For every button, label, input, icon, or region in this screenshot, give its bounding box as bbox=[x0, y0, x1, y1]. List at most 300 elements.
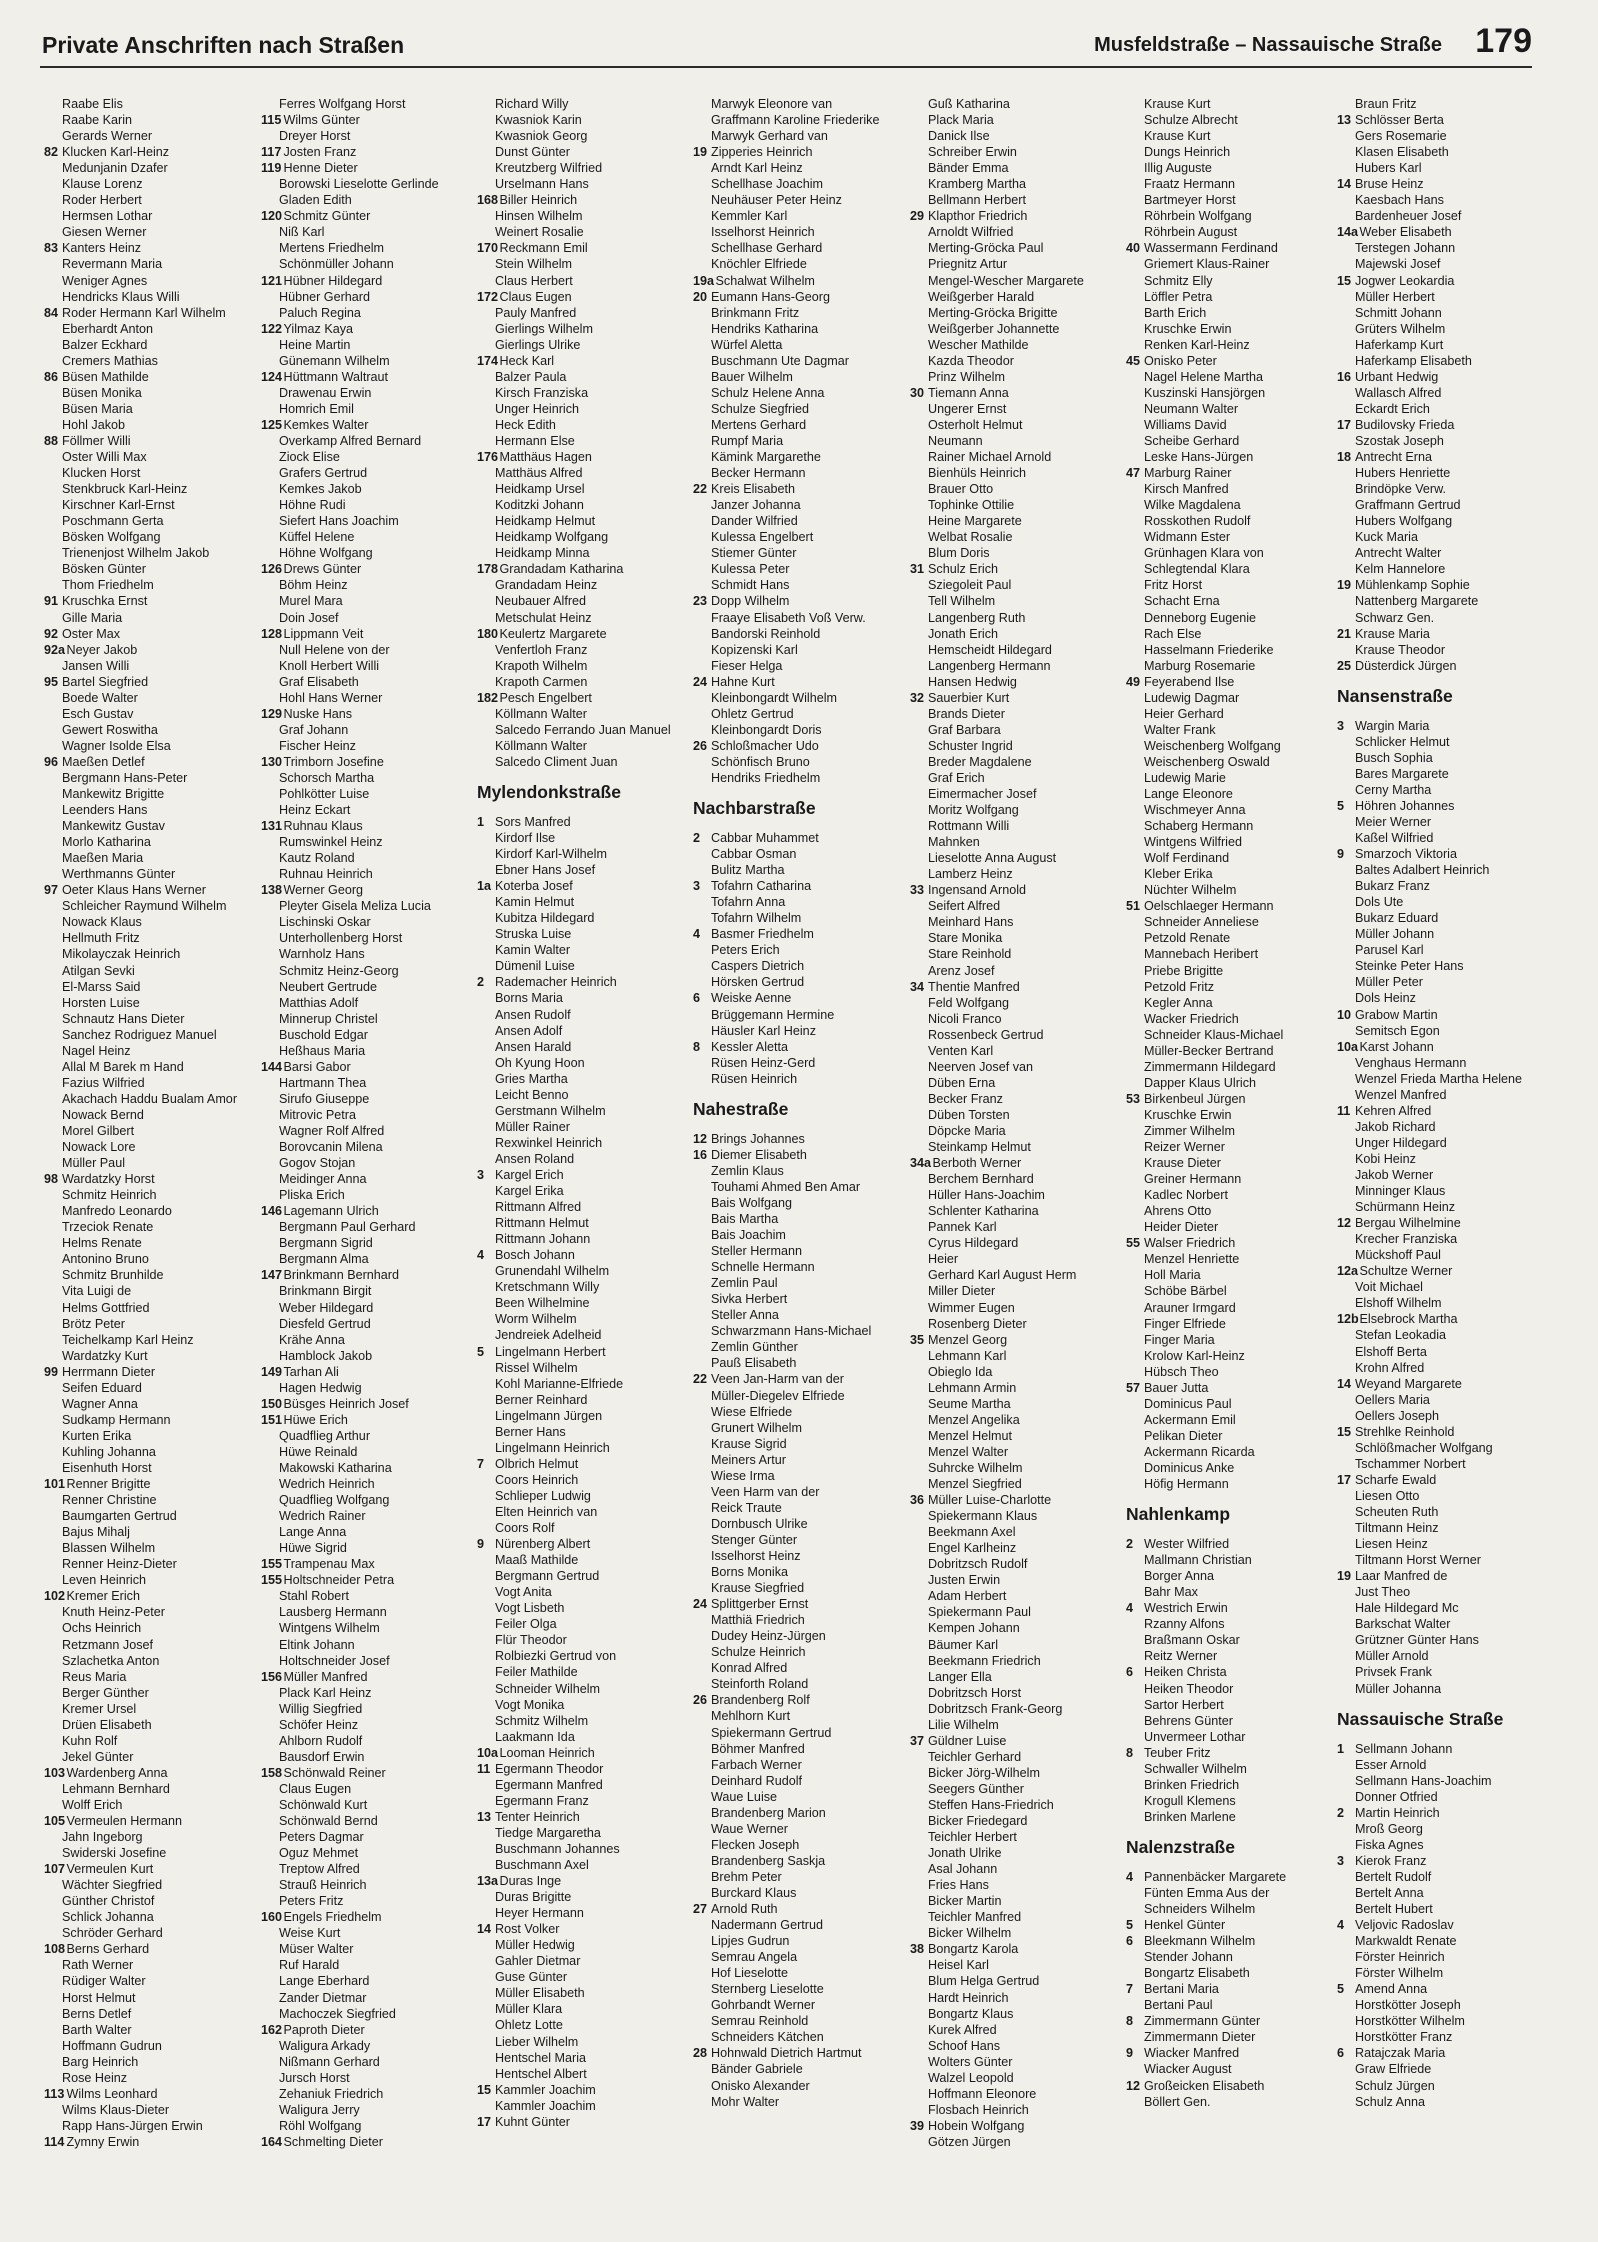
address-entry bbox=[1337, 1440, 1547, 1456]
address-entry bbox=[1337, 1757, 1547, 1773]
address-entry bbox=[261, 995, 471, 1011]
house-number bbox=[44, 256, 62, 272]
house-number bbox=[1126, 1460, 1144, 1476]
address-entry bbox=[1126, 2061, 1336, 2077]
resident-name: Hobein Wolfgang bbox=[928, 2118, 1025, 2133]
resident-name: Zander Dietmar bbox=[279, 1990, 367, 2005]
address-entry bbox=[1337, 1520, 1547, 1536]
resident-name: Schleicher Raymund Wilhelm bbox=[62, 899, 227, 914]
resident-name: Wagner Rolf Alfred bbox=[279, 1124, 385, 1138]
address-entry bbox=[477, 128, 687, 144]
address-entry bbox=[477, 305, 687, 321]
resident-name: Kessler Aletta bbox=[711, 1039, 789, 1054]
house-number bbox=[1337, 1885, 1355, 1901]
address-entry bbox=[1337, 1424, 1547, 1440]
resident-name: Müller Manfred bbox=[283, 1669, 368, 1684]
address-entry bbox=[1337, 1584, 1547, 1600]
address-entry bbox=[1337, 642, 1547, 658]
address-entry bbox=[693, 658, 903, 674]
house-number bbox=[1126, 2029, 1144, 2045]
resident-name: Vermeulen Hermann bbox=[66, 1814, 183, 1829]
house-number bbox=[261, 1011, 279, 1027]
resident-name: El-Marss Said bbox=[62, 979, 141, 994]
address-entry bbox=[477, 1504, 687, 1520]
resident-name: Leven Heinrich bbox=[62, 1573, 147, 1588]
house-number bbox=[1337, 1681, 1355, 1697]
resident-name: Schönwald Kurt bbox=[279, 1797, 368, 1812]
house-number bbox=[1337, 1247, 1355, 1263]
address-entry bbox=[477, 1344, 687, 1360]
house-number bbox=[477, 738, 495, 754]
address-entry bbox=[1337, 1773, 1547, 1789]
house-number bbox=[693, 1307, 711, 1323]
address-entry bbox=[1337, 577, 1547, 593]
address-entry bbox=[261, 1396, 471, 1412]
address-entry bbox=[477, 1664, 687, 1680]
house-number bbox=[477, 1552, 495, 1568]
address-entry bbox=[44, 449, 254, 465]
resident-name: Maeßen Maria bbox=[62, 851, 144, 866]
house-number bbox=[1337, 974, 1355, 990]
address-entry bbox=[261, 898, 471, 914]
address-entry bbox=[1126, 240, 1336, 256]
resident-name: Hohl Jakob bbox=[62, 417, 126, 432]
resident-name: Pelikan Dieter bbox=[1144, 1428, 1223, 1443]
house-number bbox=[693, 2013, 711, 2029]
resident-name: Sudkamp Hermann bbox=[62, 1412, 171, 1427]
address-entry bbox=[1126, 1600, 1336, 1616]
house-number: 53 bbox=[1126, 1091, 1141, 1106]
address-entry bbox=[477, 1167, 687, 1183]
house-number bbox=[44, 1717, 62, 1733]
resident-name: Trzeciok Renate bbox=[62, 1220, 154, 1235]
resident-name: Wester Wilfried bbox=[1144, 1537, 1230, 1552]
house-number bbox=[693, 497, 711, 513]
address-entry bbox=[477, 1279, 687, 1295]
house-number bbox=[1126, 160, 1144, 176]
address-entry bbox=[693, 192, 903, 208]
resident-name: Hartmann Thea bbox=[279, 1075, 367, 1090]
address-entry bbox=[261, 128, 471, 144]
address-entry bbox=[910, 1155, 1120, 1171]
address-entry bbox=[1126, 545, 1336, 561]
resident-name: Brötz Peter bbox=[62, 1316, 125, 1331]
house-number bbox=[44, 385, 62, 401]
house-number bbox=[1337, 529, 1355, 545]
resident-name: Menzel Siegfried bbox=[928, 1477, 1022, 1492]
house-number: 97 bbox=[44, 883, 59, 898]
resident-name: Touhami Ahmed Ben Amar bbox=[711, 1179, 861, 1194]
resident-name: Schmitz Günter bbox=[283, 209, 371, 224]
house-number bbox=[1126, 385, 1144, 401]
resident-name: Hüller Hans-Joachim bbox=[928, 1188, 1045, 1203]
resident-name: Bicker Martin bbox=[928, 1894, 1002, 1909]
resident-name: Kleinbongardt Doris bbox=[711, 722, 822, 737]
resident-name: Steinkamp Helmut bbox=[928, 1140, 1031, 1155]
resident-name: Müller Peter bbox=[1355, 975, 1423, 990]
resident-name: Bertani Paul bbox=[1144, 1998, 1213, 2013]
resident-name: Tiltmann Horst Werner bbox=[1355, 1553, 1481, 1568]
address-entry bbox=[477, 96, 687, 112]
resident-name: Trampenau Max bbox=[283, 1557, 375, 1572]
address-entry bbox=[44, 465, 254, 481]
address-entry bbox=[693, 1388, 903, 1404]
house-number bbox=[44, 850, 62, 866]
resident-name: Wilms Leonhard bbox=[66, 2086, 158, 2101]
resident-name: Renner Christine bbox=[62, 1493, 157, 1508]
house-number bbox=[693, 96, 711, 112]
address-entry bbox=[1337, 144, 1547, 160]
resident-name: Ohletz Lotte bbox=[495, 2018, 563, 2033]
address-entry bbox=[910, 2134, 1120, 2150]
resident-name: Elshoff Wilhelm bbox=[1355, 1296, 1442, 1311]
resident-name: Ebner Hans Josef bbox=[495, 863, 596, 878]
house-number: 3 bbox=[477, 1168, 485, 1182]
address-entry bbox=[693, 305, 903, 321]
house-number bbox=[1126, 1444, 1144, 1460]
address-entry bbox=[910, 1765, 1120, 1781]
resident-name: Matthäus Hagen bbox=[499, 450, 592, 465]
house-number bbox=[261, 128, 279, 144]
house-number bbox=[44, 930, 62, 946]
address-column-3 bbox=[477, 96, 687, 2130]
resident-name: Mankewitz Brigitte bbox=[62, 787, 165, 802]
address-entry bbox=[1126, 353, 1336, 369]
address-entry bbox=[261, 1316, 471, 1332]
resident-name: Kruschke Erwin bbox=[1144, 321, 1232, 336]
address-entry bbox=[477, 529, 687, 545]
address-entry bbox=[1337, 974, 1547, 990]
resident-name: Venfertloh Franz bbox=[495, 642, 588, 657]
resident-name: Kirschner Karl-Ernst bbox=[62, 498, 175, 513]
address-entry bbox=[1126, 786, 1336, 802]
address-entry bbox=[1337, 1805, 1547, 1821]
house-number bbox=[1337, 433, 1355, 449]
address-entry bbox=[910, 2022, 1120, 2038]
house-number bbox=[1126, 481, 1144, 497]
house-number bbox=[910, 1011, 928, 1027]
street-heading: Nachbarstraße bbox=[693, 798, 816, 819]
house-number bbox=[44, 160, 62, 176]
resident-name: Schreiber Erwin bbox=[928, 145, 1017, 160]
address-entry bbox=[44, 1075, 254, 1091]
house-number bbox=[261, 1476, 279, 1492]
address-entry bbox=[44, 2102, 254, 2118]
address-entry bbox=[1126, 1793, 1336, 1809]
house-number bbox=[910, 1203, 928, 1219]
house-number bbox=[693, 1484, 711, 1500]
resident-name: Sauerbier Kurt bbox=[928, 690, 1010, 705]
resident-name: Rexwinkel Heinrich bbox=[495, 1135, 603, 1150]
house-number bbox=[1126, 192, 1144, 208]
resident-name: Liesen Otto bbox=[1355, 1488, 1420, 1503]
house-number bbox=[261, 1685, 279, 1701]
house-number bbox=[1126, 1901, 1144, 1917]
address-entry bbox=[477, 1761, 687, 1777]
address-entry bbox=[1337, 1103, 1547, 1119]
resident-name: Heier Gerhard bbox=[1144, 706, 1224, 721]
resident-name: Arenz Josef bbox=[928, 963, 995, 978]
resident-name: Bergmann Gertrud bbox=[495, 1569, 600, 1584]
address-entry bbox=[1337, 1853, 1547, 1869]
resident-name: Thom Friedhelm bbox=[62, 578, 154, 593]
house-number bbox=[261, 96, 279, 112]
house-number bbox=[477, 1440, 495, 1456]
house-number bbox=[477, 1969, 495, 1985]
address-entry bbox=[693, 958, 903, 974]
address-entry bbox=[261, 1893, 471, 1909]
resident-name: Merting-Gröcka Brigitte bbox=[928, 305, 1058, 320]
address-entry bbox=[44, 930, 254, 946]
address-column-2 bbox=[261, 96, 471, 2150]
resident-name: Unger Hildegard bbox=[1355, 1135, 1447, 1150]
resident-name: Weiske Aenne bbox=[711, 991, 792, 1006]
resident-name: Großeicken Elisabeth bbox=[1144, 2078, 1265, 2093]
resident-name: Sziegoleit Paul bbox=[928, 578, 1012, 593]
house-number bbox=[261, 1300, 279, 1316]
address-entry bbox=[910, 1332, 1120, 1348]
resident-name: Brings Johannes bbox=[711, 1131, 805, 1146]
resident-name: Ziock Elise bbox=[279, 450, 340, 465]
address-entry bbox=[1337, 1344, 1547, 1360]
house-number bbox=[1126, 770, 1144, 786]
house-number: 12 bbox=[693, 1131, 708, 1146]
address-entry bbox=[44, 417, 254, 433]
address-entry bbox=[44, 802, 254, 818]
address-entry bbox=[1126, 1283, 1336, 1299]
house-number bbox=[693, 208, 711, 224]
resident-name: Arndt Karl Heinz bbox=[711, 161, 803, 176]
house-number: 4 bbox=[1126, 1869, 1134, 1884]
address-entry bbox=[693, 176, 903, 192]
address-entry bbox=[910, 690, 1120, 706]
address-entry bbox=[1126, 1568, 1336, 1584]
house-number bbox=[261, 1460, 279, 1476]
house-number bbox=[910, 1043, 928, 1059]
address-entry bbox=[1337, 750, 1547, 766]
address-entry bbox=[1337, 894, 1547, 910]
resident-name: Deinhard Rudolf bbox=[711, 1773, 803, 1788]
resident-name: Mahnken bbox=[928, 835, 980, 850]
address-entry bbox=[693, 353, 903, 369]
house-number bbox=[477, 1424, 495, 1440]
address-entry bbox=[910, 2054, 1120, 2070]
house-number: 24 bbox=[693, 674, 708, 689]
resident-name: Medunjanin Dzafer bbox=[62, 161, 168, 176]
house-number bbox=[1337, 1837, 1355, 1853]
address-entry bbox=[44, 577, 254, 593]
address-entry bbox=[477, 610, 687, 626]
house-number bbox=[910, 1861, 928, 1877]
resident-name: Unger Heinrich bbox=[495, 401, 579, 416]
house-number bbox=[44, 208, 62, 224]
house-number: 82 bbox=[44, 145, 59, 160]
resident-name: Veljovic Radoslav bbox=[1355, 1918, 1454, 1933]
resident-name: Böhm Heinz bbox=[279, 578, 348, 593]
resident-name: Schöfer Heinz bbox=[279, 1717, 359, 1732]
house-number bbox=[261, 1348, 279, 1364]
address-entry bbox=[44, 1283, 254, 1299]
resident-name: Rose Heinz bbox=[62, 2070, 128, 2085]
address-entry bbox=[1126, 1777, 1336, 1793]
house-number bbox=[261, 1380, 279, 1396]
resident-name: Manfredo Leonardo bbox=[62, 1204, 172, 1219]
house-number bbox=[44, 1733, 62, 1749]
house-number bbox=[910, 321, 928, 337]
house-number bbox=[693, 385, 711, 401]
resident-name: Oguz Mehmet bbox=[279, 1846, 359, 1861]
house-number bbox=[1337, 942, 1355, 958]
resident-name: Maeßen Detlef bbox=[62, 754, 145, 769]
address-entry bbox=[477, 1552, 687, 1568]
house-number bbox=[261, 1219, 279, 1235]
address-entry bbox=[261, 610, 471, 626]
house-number bbox=[477, 369, 495, 385]
resident-name: Wiacker Manfred bbox=[1144, 2046, 1240, 2061]
house-number bbox=[477, 1889, 495, 1905]
resident-name: Brandenberg Saskja bbox=[711, 1853, 826, 1868]
house-number bbox=[477, 1953, 495, 1969]
address-entry bbox=[44, 1396, 254, 1412]
resident-name: Sartor Herbert bbox=[1144, 1697, 1224, 1712]
resident-name: Gewert Roswitha bbox=[62, 722, 158, 737]
house-number bbox=[1337, 1344, 1355, 1360]
house-number: 39 bbox=[910, 2118, 925, 2133]
house-number bbox=[44, 1219, 62, 1235]
house-number bbox=[1337, 561, 1355, 577]
house-number bbox=[477, 1793, 495, 1809]
resident-name: Karst Johann bbox=[1359, 1039, 1434, 1054]
house-number bbox=[1126, 706, 1144, 722]
address-entry bbox=[261, 1653, 471, 1669]
address-entry bbox=[44, 626, 254, 642]
address-entry bbox=[261, 979, 471, 995]
address-entry bbox=[1126, 914, 1336, 930]
address-entry bbox=[477, 1648, 687, 1664]
resident-name: Esser Arnold bbox=[1355, 1757, 1427, 1772]
address-entry bbox=[910, 1524, 1120, 1540]
resident-name: Hardt Heinrich bbox=[928, 1990, 1009, 2005]
resident-name: Petzold Fritz bbox=[1144, 979, 1214, 994]
address-entry bbox=[910, 1845, 1120, 1861]
resident-name: Janzer Johanna bbox=[711, 498, 801, 513]
address-entry bbox=[1337, 1327, 1547, 1343]
address-column-1 bbox=[44, 96, 254, 2150]
house-number bbox=[910, 465, 928, 481]
resident-name: Schlick Johanna bbox=[62, 1910, 154, 1925]
house-number bbox=[693, 224, 711, 240]
address-entry bbox=[44, 1588, 254, 1604]
house-number bbox=[44, 1460, 62, 1476]
resident-name: Ludewig Marie bbox=[1144, 770, 1226, 785]
address-entry bbox=[477, 1488, 687, 1504]
resident-name: Szostak Joseph bbox=[1355, 433, 1444, 448]
resident-name: Brindöpke Verw. bbox=[1355, 482, 1447, 497]
resident-name: Brandenberg Marion bbox=[711, 1805, 826, 1820]
resident-name: Seume Martha bbox=[928, 1396, 1011, 1411]
house-number bbox=[910, 2006, 928, 2022]
house-number: 13 bbox=[477, 1809, 492, 1824]
house-number bbox=[477, 642, 495, 658]
address-entry bbox=[693, 1580, 903, 1596]
address-entry bbox=[1126, 1412, 1336, 1428]
house-number bbox=[693, 1612, 711, 1628]
house-number bbox=[44, 1059, 62, 1075]
resident-name: Barg Heinrich bbox=[62, 2054, 139, 2069]
house-number bbox=[261, 1283, 279, 1299]
resident-name: Markwaldt Renate bbox=[1355, 1934, 1457, 1949]
address-entry bbox=[44, 1251, 254, 1267]
house-number bbox=[44, 1925, 62, 1941]
resident-name: Justen Erwin bbox=[928, 1573, 1001, 1588]
resident-name: Vita Luigi de bbox=[62, 1284, 132, 1299]
house-number bbox=[261, 1251, 279, 1267]
house-number bbox=[910, 866, 928, 882]
house-number bbox=[44, 2118, 62, 2134]
house-number bbox=[44, 1235, 62, 1251]
resident-name: Leicht Benno bbox=[495, 1087, 569, 1102]
resident-name: Barkschat Walter bbox=[1355, 1617, 1451, 1632]
address-entry bbox=[1337, 610, 1547, 626]
house-number: 102 bbox=[44, 1589, 66, 1604]
resident-name: Antrecht Walter bbox=[1355, 546, 1442, 561]
resident-name: Reus Maria bbox=[62, 1669, 127, 1684]
address-entry bbox=[1126, 706, 1336, 722]
house-number bbox=[1337, 1327, 1355, 1343]
house-number bbox=[1337, 256, 1355, 272]
resident-name: Machoczek Siegfried bbox=[279, 2006, 396, 2021]
resident-name: Helms Renate bbox=[62, 1236, 142, 1251]
address-entry bbox=[693, 1548, 903, 1564]
house-number bbox=[910, 706, 928, 722]
house-number bbox=[477, 1616, 495, 1632]
house-number bbox=[44, 1027, 62, 1043]
resident-name: Jahn Ingeborg bbox=[62, 1830, 143, 1845]
resident-name: Günemann Wilhelm bbox=[279, 353, 390, 368]
address-entry bbox=[910, 1283, 1120, 1299]
resident-name: Müller-Diegelev Elfriede bbox=[711, 1388, 845, 1403]
house-number bbox=[910, 1316, 928, 1332]
address-entry bbox=[910, 1476, 1120, 1492]
address-entry bbox=[261, 401, 471, 417]
address-entry bbox=[1126, 1091, 1336, 1107]
address-entry bbox=[693, 2013, 903, 2029]
house-number bbox=[1126, 433, 1144, 449]
address-entry bbox=[44, 96, 254, 112]
resident-name: Kreutzberg Wilfried bbox=[495, 161, 603, 176]
house-number bbox=[693, 846, 711, 862]
resident-name: Heinz Eckart bbox=[279, 803, 351, 818]
resident-name: Günther Christof bbox=[62, 1894, 155, 1909]
address-entry bbox=[261, 1364, 471, 1380]
address-entry bbox=[1126, 2045, 1336, 2061]
house-number bbox=[44, 898, 62, 914]
house-number bbox=[1126, 818, 1144, 834]
resident-name: Schnautz Hans Dieter bbox=[62, 1011, 185, 1026]
address-entry bbox=[477, 449, 687, 465]
resident-name: Farbach Werner bbox=[711, 1757, 802, 1772]
house-number: 84 bbox=[44, 305, 59, 320]
resident-name: Heck Edith bbox=[495, 417, 556, 432]
address-entry bbox=[1337, 481, 1547, 497]
resident-name: Kwasniok Georg bbox=[495, 129, 588, 144]
address-entry bbox=[261, 1845, 471, 1861]
address-entry bbox=[477, 754, 687, 770]
street-heading: Mylendonkstraße bbox=[477, 781, 621, 802]
resident-name: Mühlenkamp Sophie bbox=[1355, 578, 1470, 593]
page-number: 179 bbox=[1475, 22, 1532, 60]
resident-name: Quadflieg Wolfgang bbox=[279, 1493, 390, 1508]
